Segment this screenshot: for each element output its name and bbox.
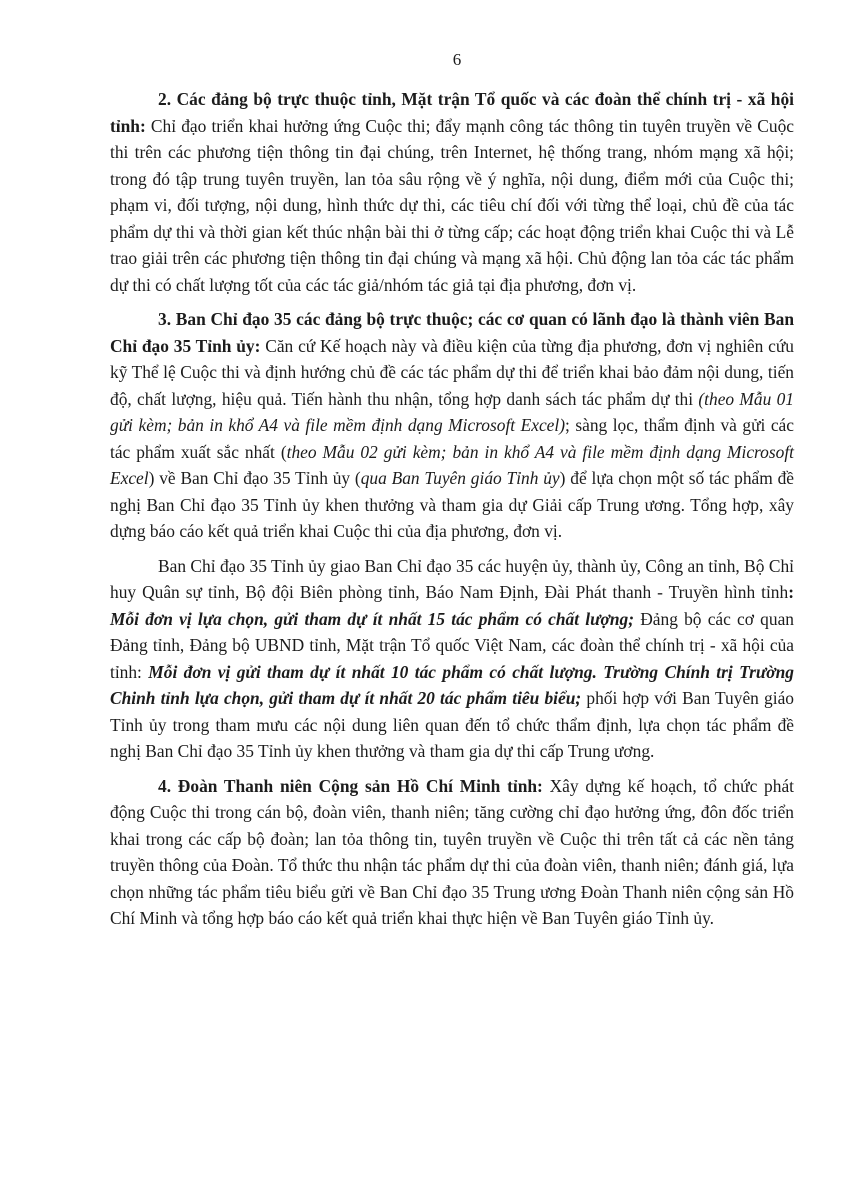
section-3-italic-1: (theo Mẫu 01 gửi kèm; bản in khổ A4 và file mềm định dạng Microsoft Excel) [110,388,795,435]
section-3-italic-3: qua Ban Tuyên giáo Tỉnh ủy [360,468,560,488]
section-3-heading: 3. Ban Chỉ đạo 35 các đảng bộ trực thuộc; các cơ quan có lãnh đạo là thành viên Ban Chỉ đạo 35 Tỉnh ủy: [110,309,794,356]
assignment-text-2: Đảng bộ các cơ quan Đảng tỉnh, Đảng bộ UBND tỉnh, Mặt trận Tổ quốc Việt Nam, các đoàn thể chính trị - xã hội của tỉnh: [110,608,794,682]
section-3-text-2: ; sàng lọc, thẩm định và gửi các tác phẩm xuất sắc nhất ( [110,415,794,462]
assignment-text-1: Ban Chỉ đạo 35 Tỉnh ủy giao Ban Chỉ đạo 35 các huyện ủy, thành ủy, Công an tỉnh, Bộ Chỉ huy Quân sự tỉnh, Bộ đội Biên phòng tỉnh, Báo Nam Định, Đài Phát thanh - Truyền hình tỉnh [110,555,794,602]
assignment-colon: : [788,582,794,602]
section-4-body: Xây dựng kế hoạch, tổ chức phát động Cuộc thi trong cán bộ, đoàn viên, thanh niên; tăng cường chỉ đạo hưởng ứng, đôn đốc triển khai trong các cấp bộ đoàn; lan tỏa thông tin, tuyên truyền về Cuộc thi trên tất cả các nền tảng truyền thông của Đoàn. Tổ thức thu nhận tác phẩm dự thi của đoàn viên, thanh niên; đánh giá, lựa chọn những tác phẩm tiêu biểu gửi về Ban Chỉ đạo 35 Trung ương Đoàn Thanh niên cộng sản Hồ Chí Minh và tổng hợp báo cáo kết quả triển khai thực hiện về Ban Tuyên giáo Tỉnh ủy. [110,775,794,928]
section-4-paragraph [110,773,794,932]
section-4-heading: 4. Đoàn Thanh niên Cộng sản Hồ Chí Minh tỉnh: [158,775,543,796]
assignment-emphasis-1: Mỗi đơn vị lựa chọn, gửi tham dự ít nhất 15 tác phẩm có chất lượng; [110,608,635,629]
section-3-paragraph [110,306,794,545]
section-3-text-3: ) về Ban Chỉ đạo 35 Tỉnh ủy ( [148,468,361,488]
section-2-heading: 2. Các đảng bộ trực thuộc tỉnh, Mặt trận Tổ quốc và các đoàn thể chính trị - xã hội tỉnh: [110,89,794,136]
assignment-text-3: phối hợp với Ban Tuyên giáo Tỉnh ủy trong tham mưu các nội dung liên quan đến tổ chức thẩm định, lựa chọn tác phẩm đề nghị Ban Chỉ đạo 35 Tỉnh ủy khen thưởng và tham gia dự thi cấp Trung ương. [110,688,794,761]
assignment-emphasis-2: Mỗi đơn vị gửi tham dự ít nhất 10 tác phẩm có chất lượng. Trường Chính trị Trường Chinh tỉnh lựa chọn, gửi tham dự ít nhất 20 tác phẩm tiêu biểu; [110,661,794,708]
section-2-paragraph [110,86,794,298]
section-3-assignment-paragraph [110,553,794,765]
section-2-body: Chỉ đạo triển khai hưởng ứng Cuộc thi; đẩy mạnh công tác thông tin tuyên truyền về Cuộc thi trên các phương tiện thông tin đại chúng, trên Internet, hệ thống trang, nhóm mạng xã hội; trong đó tập trung tuyên truyền, lan tỏa sâu rộng về ý nghĩa, nội dung, điểm mới của Cuộc thi; phạm vi, đối tượng, nội dung, hình thức dự thi, các tiêu chí đối với từng thể loại, chủ đề của tác phẩm dự thi và thời gian kết thúc nhận bài thi ở từng cấp; các hoạt động triển khai Cuộc thi và Lễ trao giải trên các phương tiện thông tin đại chúng và mạng xã hội. Chủ động lan tỏa các tác phẩm dự thi có chất lượng tốt của các tác giả/nhóm tác giả tại địa phương, đơn vị. [110,115,794,295]
section-3-italic-2: theo Mẫu 02 gửi kèm; bản in khổ A4 và file mềm định dạng Microsoft Excel [110,441,794,488]
section-3-text-4: ) để lựa chọn một số tác phẩm đề nghị Ban Chỉ đạo 35 Tỉnh ủy khen thưởng và tham gia dự Giải cấp Trung ương. Tổng hợp, xây dựng báo cáo kết quả triển khai Cuộc thi của địa phương, đơn vị. [110,468,794,541]
section-3-text-1: Căn cứ Kế hoạch này và điều kiện của từng địa phương, đơn vị nghiên cứu kỹ Thể lệ Cuộc thi và định hướng chủ đề các tác phẩm dự thi để triển khai bảo đảm nội dung, tiến độ, chất lượng, hiệu quả. Tiến hành thu nhận, tổng hợp danh sách tác phẩm dự thi [110,335,794,409]
page-number: 6 [452,50,462,69]
